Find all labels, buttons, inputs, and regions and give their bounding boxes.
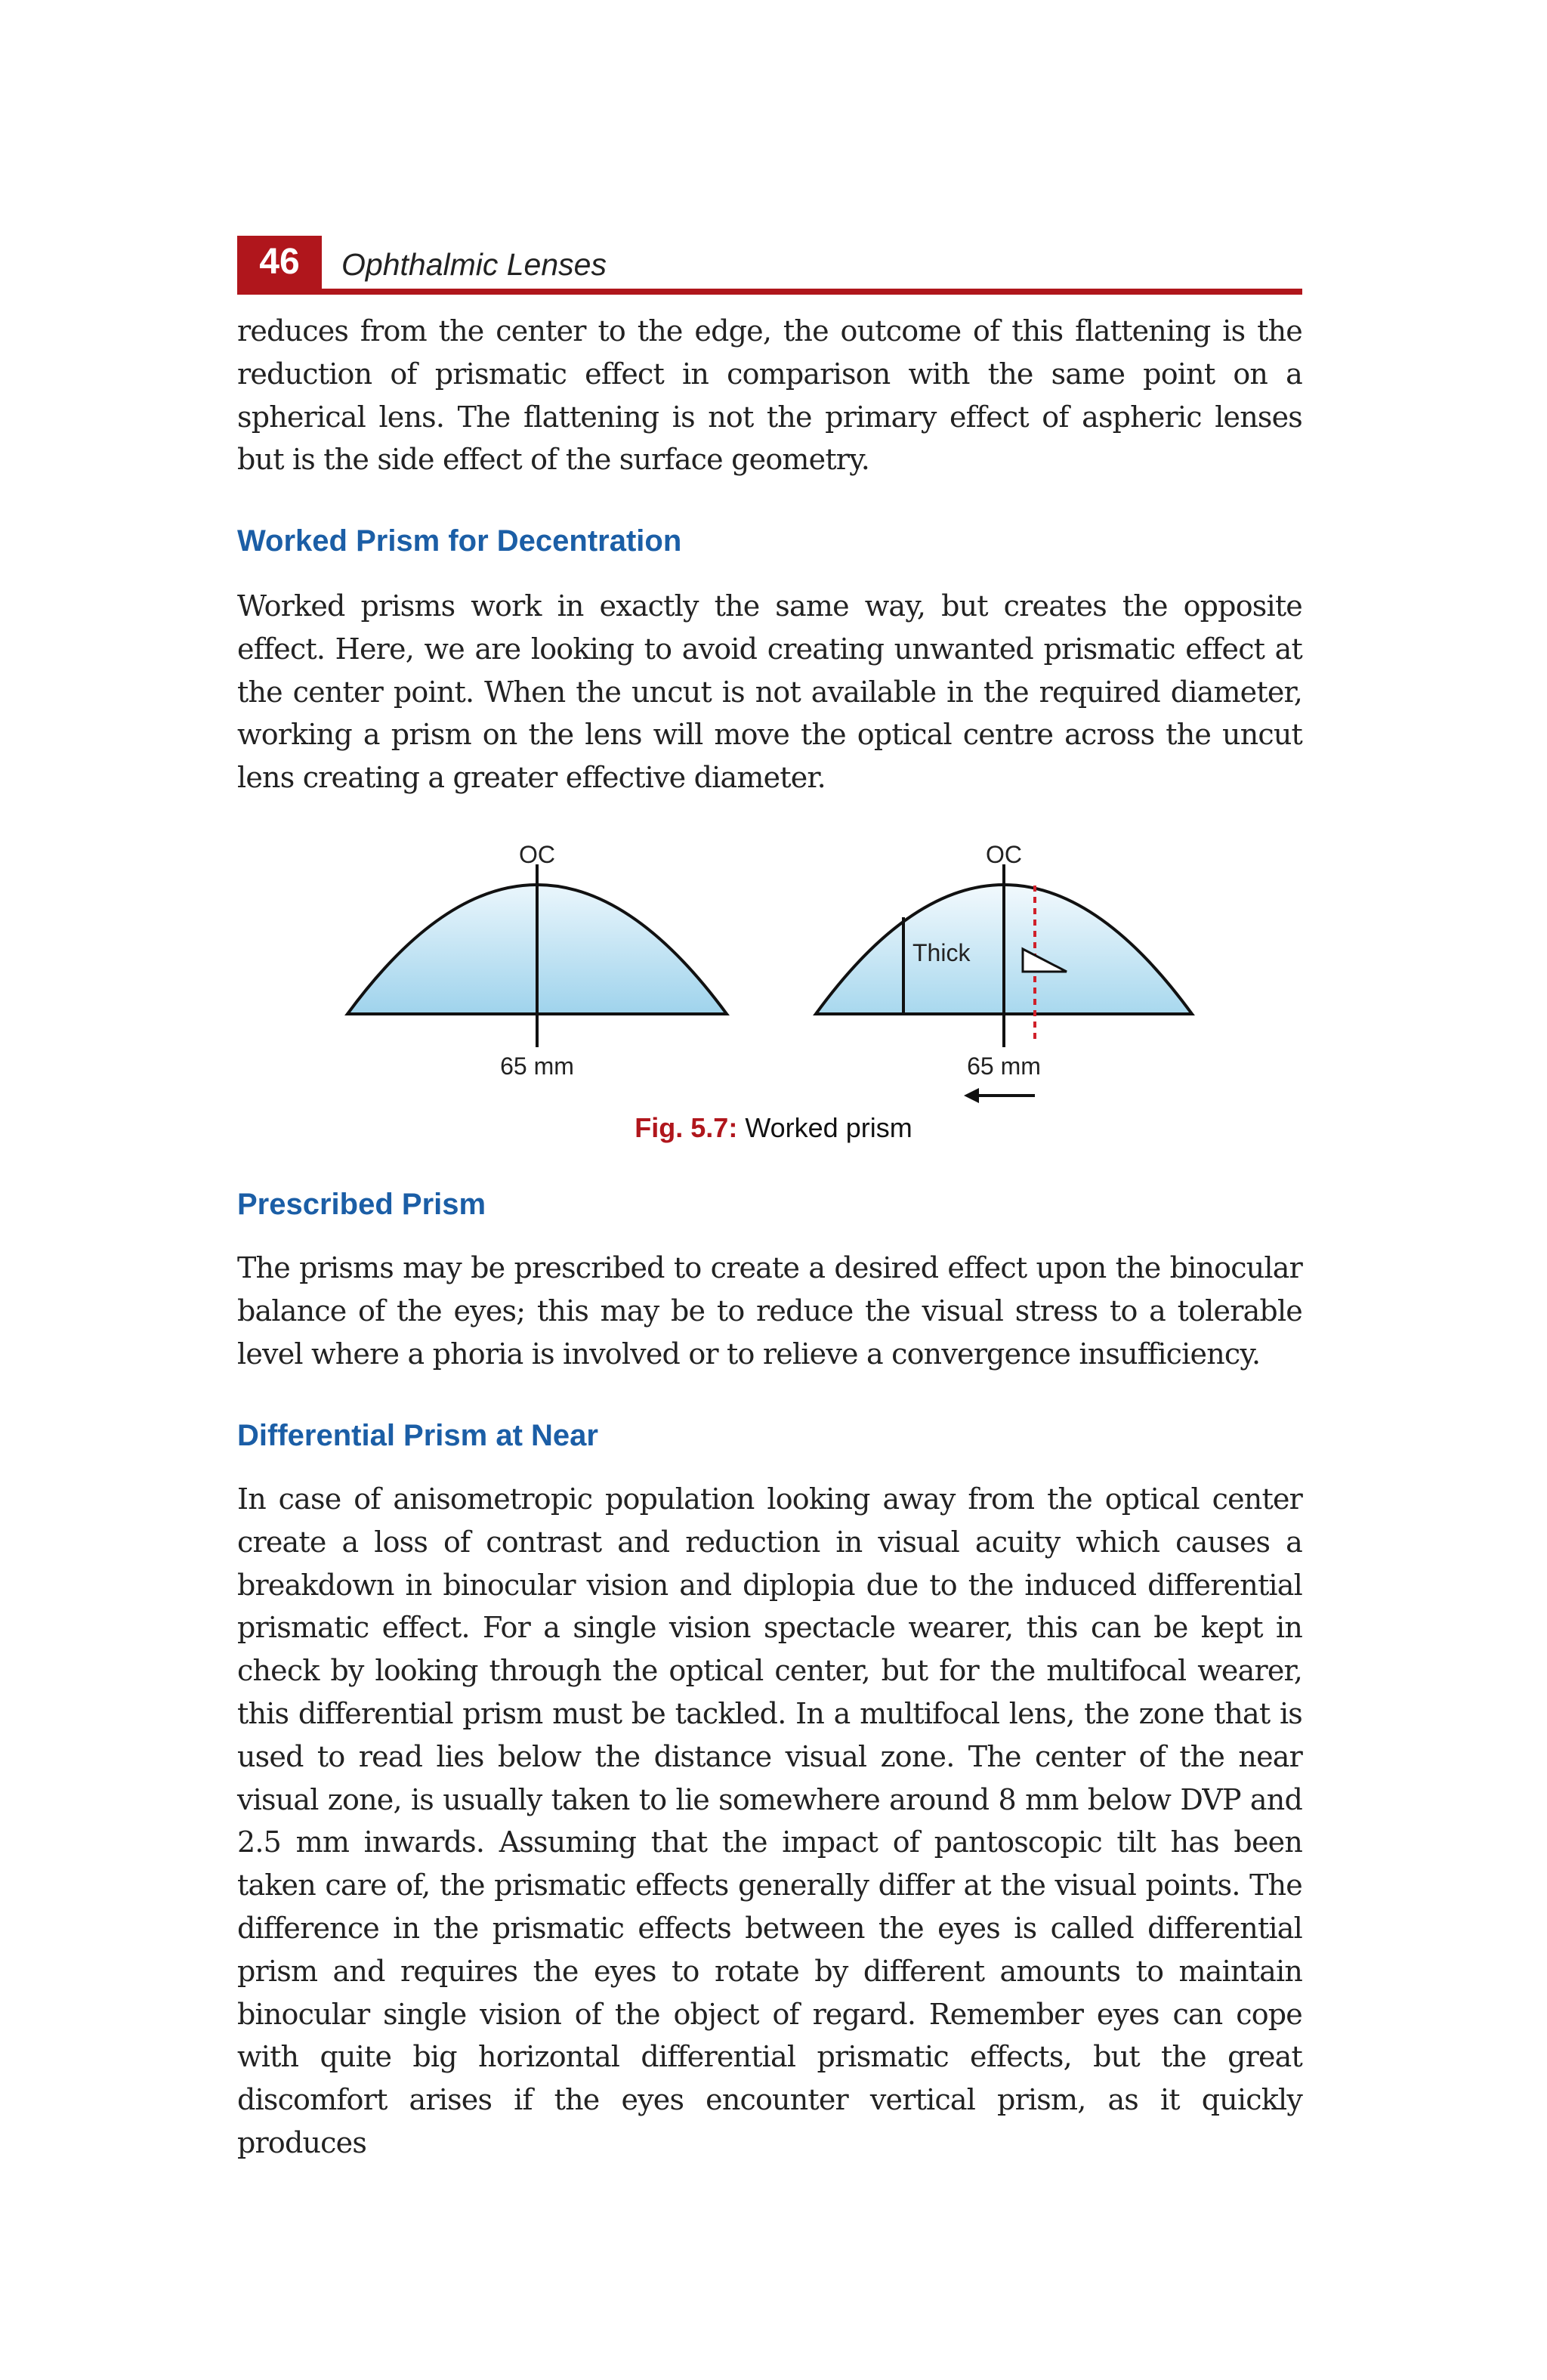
figure-number: Fig. 5.7: bbox=[635, 1112, 738, 1143]
paragraph-aspheric-flattening: reduces from the center to the edge, the outcome of this flattening is the reduction of prismatic effect in comparison with the same point on a spherical lens. The flattening is not the primary effect of aspheric lenses but is the side effect of the surface geometry. bbox=[237, 314, 1302, 477]
page-number: 46 bbox=[237, 236, 322, 289]
page-header bbox=[237, 236, 1302, 295]
heading-prescribed-prism: Prescribed Prism bbox=[237, 1188, 486, 1221]
left-diameter-label: 65 mm bbox=[500, 1052, 574, 1080]
left-arrow-icon bbox=[964, 1088, 979, 1103]
right-lens-diagram bbox=[816, 841, 1192, 1103]
figure-caption bbox=[0, 1111, 1547, 1145]
header-rule bbox=[237, 289, 1302, 295]
heading-worked-prism: Worked Prism for Decentration bbox=[237, 524, 682, 558]
thick-label: Thick bbox=[912, 939, 971, 966]
paragraph-prescribed-prism: The prisms may be prescribed to create a desired effect upon the binocular balance of the eyes; this may be to reduce the visual stress to a tolerable level where a phoria is involved or to relieve a convergence insufficiency. bbox=[237, 1251, 1302, 1371]
worked-prism-figure bbox=[332, 831, 1224, 1103]
paragraph-worked-prism: Worked prisms work in exactly the same way, but creates the opposite effect. Here, we are looking to avoid creating unwanted prismatic effect at the center point. When the uncut is not available in the required diameter, working a prism on the lens will move the optical centre across the uncut lens creating a greater effective diameter. bbox=[237, 589, 1302, 795]
left-oc-label: OC bbox=[519, 841, 555, 868]
right-oc-label: OC bbox=[986, 841, 1022, 868]
heading-differential-prism: Differential Prism at Near bbox=[237, 1419, 598, 1452]
right-diameter-label: 65 mm bbox=[967, 1052, 1041, 1080]
paragraph-differential-prism: In case of anisometropic population looking away from the optical center create a loss of contrast and reduction in visual acuity which causes a breakdown in binocular vision and diplopia due to the induced differential prismatic effect. For a single vision spectacle wearer, this can be kept in check by looking through the optical center, but for the multifocal wearer, this differential prism must be tackled. In a multifocal lens, the zone that is used to read lies below the distance visual zone. The center of the near visual zone, is usually taken to lie somewhere around 8 mm below DVP and 2.5 mm inwards. Assuming that the impact of pantoscopic tilt has been taken care of, the prismatic effects generally differ at the visual points. The difference in the prismatic effects between the eyes is called differential prism and requires the eyes to rotate by different amounts to maintain binocular single vision of the object of regard. Remember eyes can cope with quite big horizontal differential prismatic effects, but the great discomfort arises if the eyes encounter vertical prism, as it quickly produces bbox=[237, 1482, 1302, 2159]
running-title: Ophthalmic Lenses bbox=[341, 247, 607, 282]
left-lens-diagram bbox=[347, 841, 727, 1080]
figure-caption-text: Worked prism bbox=[737, 1112, 912, 1143]
